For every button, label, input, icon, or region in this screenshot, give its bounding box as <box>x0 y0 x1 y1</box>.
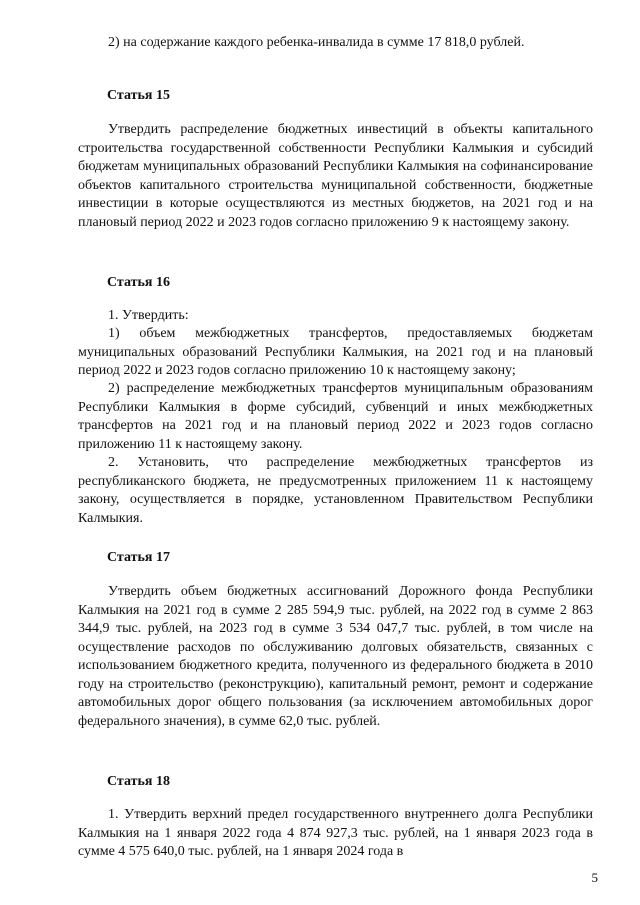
article-18-paragraph-1: 1. Утвердить верхний предел государственного внутреннего долга Республики Калмыкия на 1 января 2022 года 4 874 927,3 тыс. рублей, на 1 января 2023 года в сумме 4 575 640,0 тыс. рублей, на 1 января 2024 года в <box>78 807 593 859</box>
article-16-paragraph-1: 1. Утвердить: <box>108 308 189 323</box>
article-16-paragraph-4: 2. Установить, что распределение межбюджетных трансфертов из республиканского бюджета, не предусмотренных приложением 11 к настоящему закону, осуществляется в порядке, установленном Правительством Республики Калмыкия. <box>78 455 593 526</box>
page-number: 5 <box>591 870 598 885</box>
top-line: 2) на содержание каждого ребенка-инвалида в сумме 17 818,0 рублей. <box>108 35 525 50</box>
article-18-heading: Статья 18 <box>107 774 170 789</box>
article-17-heading: Статья 17 <box>107 550 170 565</box>
article-15-heading: Статья 15 <box>107 88 170 103</box>
article-15-paragraph-1: Утвердить распределение бюджетных инвестиций в объекты капитального строительства государственной собственности Республики Калмыкия и субсидий бюджетам муниципальных образований Республики Калмыкия на софинансирование объектов капитального строительства муниципальной собственности, бюджетные инвестиции в которые осуществляются из местных бюджетов, на 2021 год и на плановый период 2022 и 2023 годов согласно приложению 9 к настоящему закону. <box>78 122 593 230</box>
article-16-paragraph-2: 1) объем межбюджетных трансфертов, предоставляемых бюджетам муниципальных образований Республики Калмыкия, на 2021 год и на плановый период 2022 и 2023 годов согласно приложению 10 к настоящему закону; <box>78 326 593 378</box>
article-17-paragraph-1: Утвердить объем бюджетных ассигнований Дорожного фонда Республики Калмыкия на 2021 год в сумме 2 285 594,9 тыс. рублей, на 2022 год в сумме 2 863 344,9 тыс. рублей, на 2023 год в сумме 3 534 047,7 тыс. рублей, в том числе на осуществление расходов по обслуживанию долговых обязательств, связанных с использованием бюджетного кредита, полученного из федерального бюджета в 2010 году на строительство (реконструкцию), капитальный ремонт, ремонт и содержание автомобильных дорог общего пользования (за исключением автомобильных дорог федерального значения), в сумме 62,0 тыс. рублей. <box>78 584 593 729</box>
article-16-paragraph-3: 2) распределение межбюджетных трансфертов муниципальным образованиям Республики Калмыкия в форме субсидий, субвенций и иных межбюджетных трансфертов на 2021 год и на плановый период 2022 и 2023 годов согласно приложению 11 к настоящему закону. <box>78 381 593 452</box>
article-16-heading: Статья 16 <box>107 275 170 290</box>
